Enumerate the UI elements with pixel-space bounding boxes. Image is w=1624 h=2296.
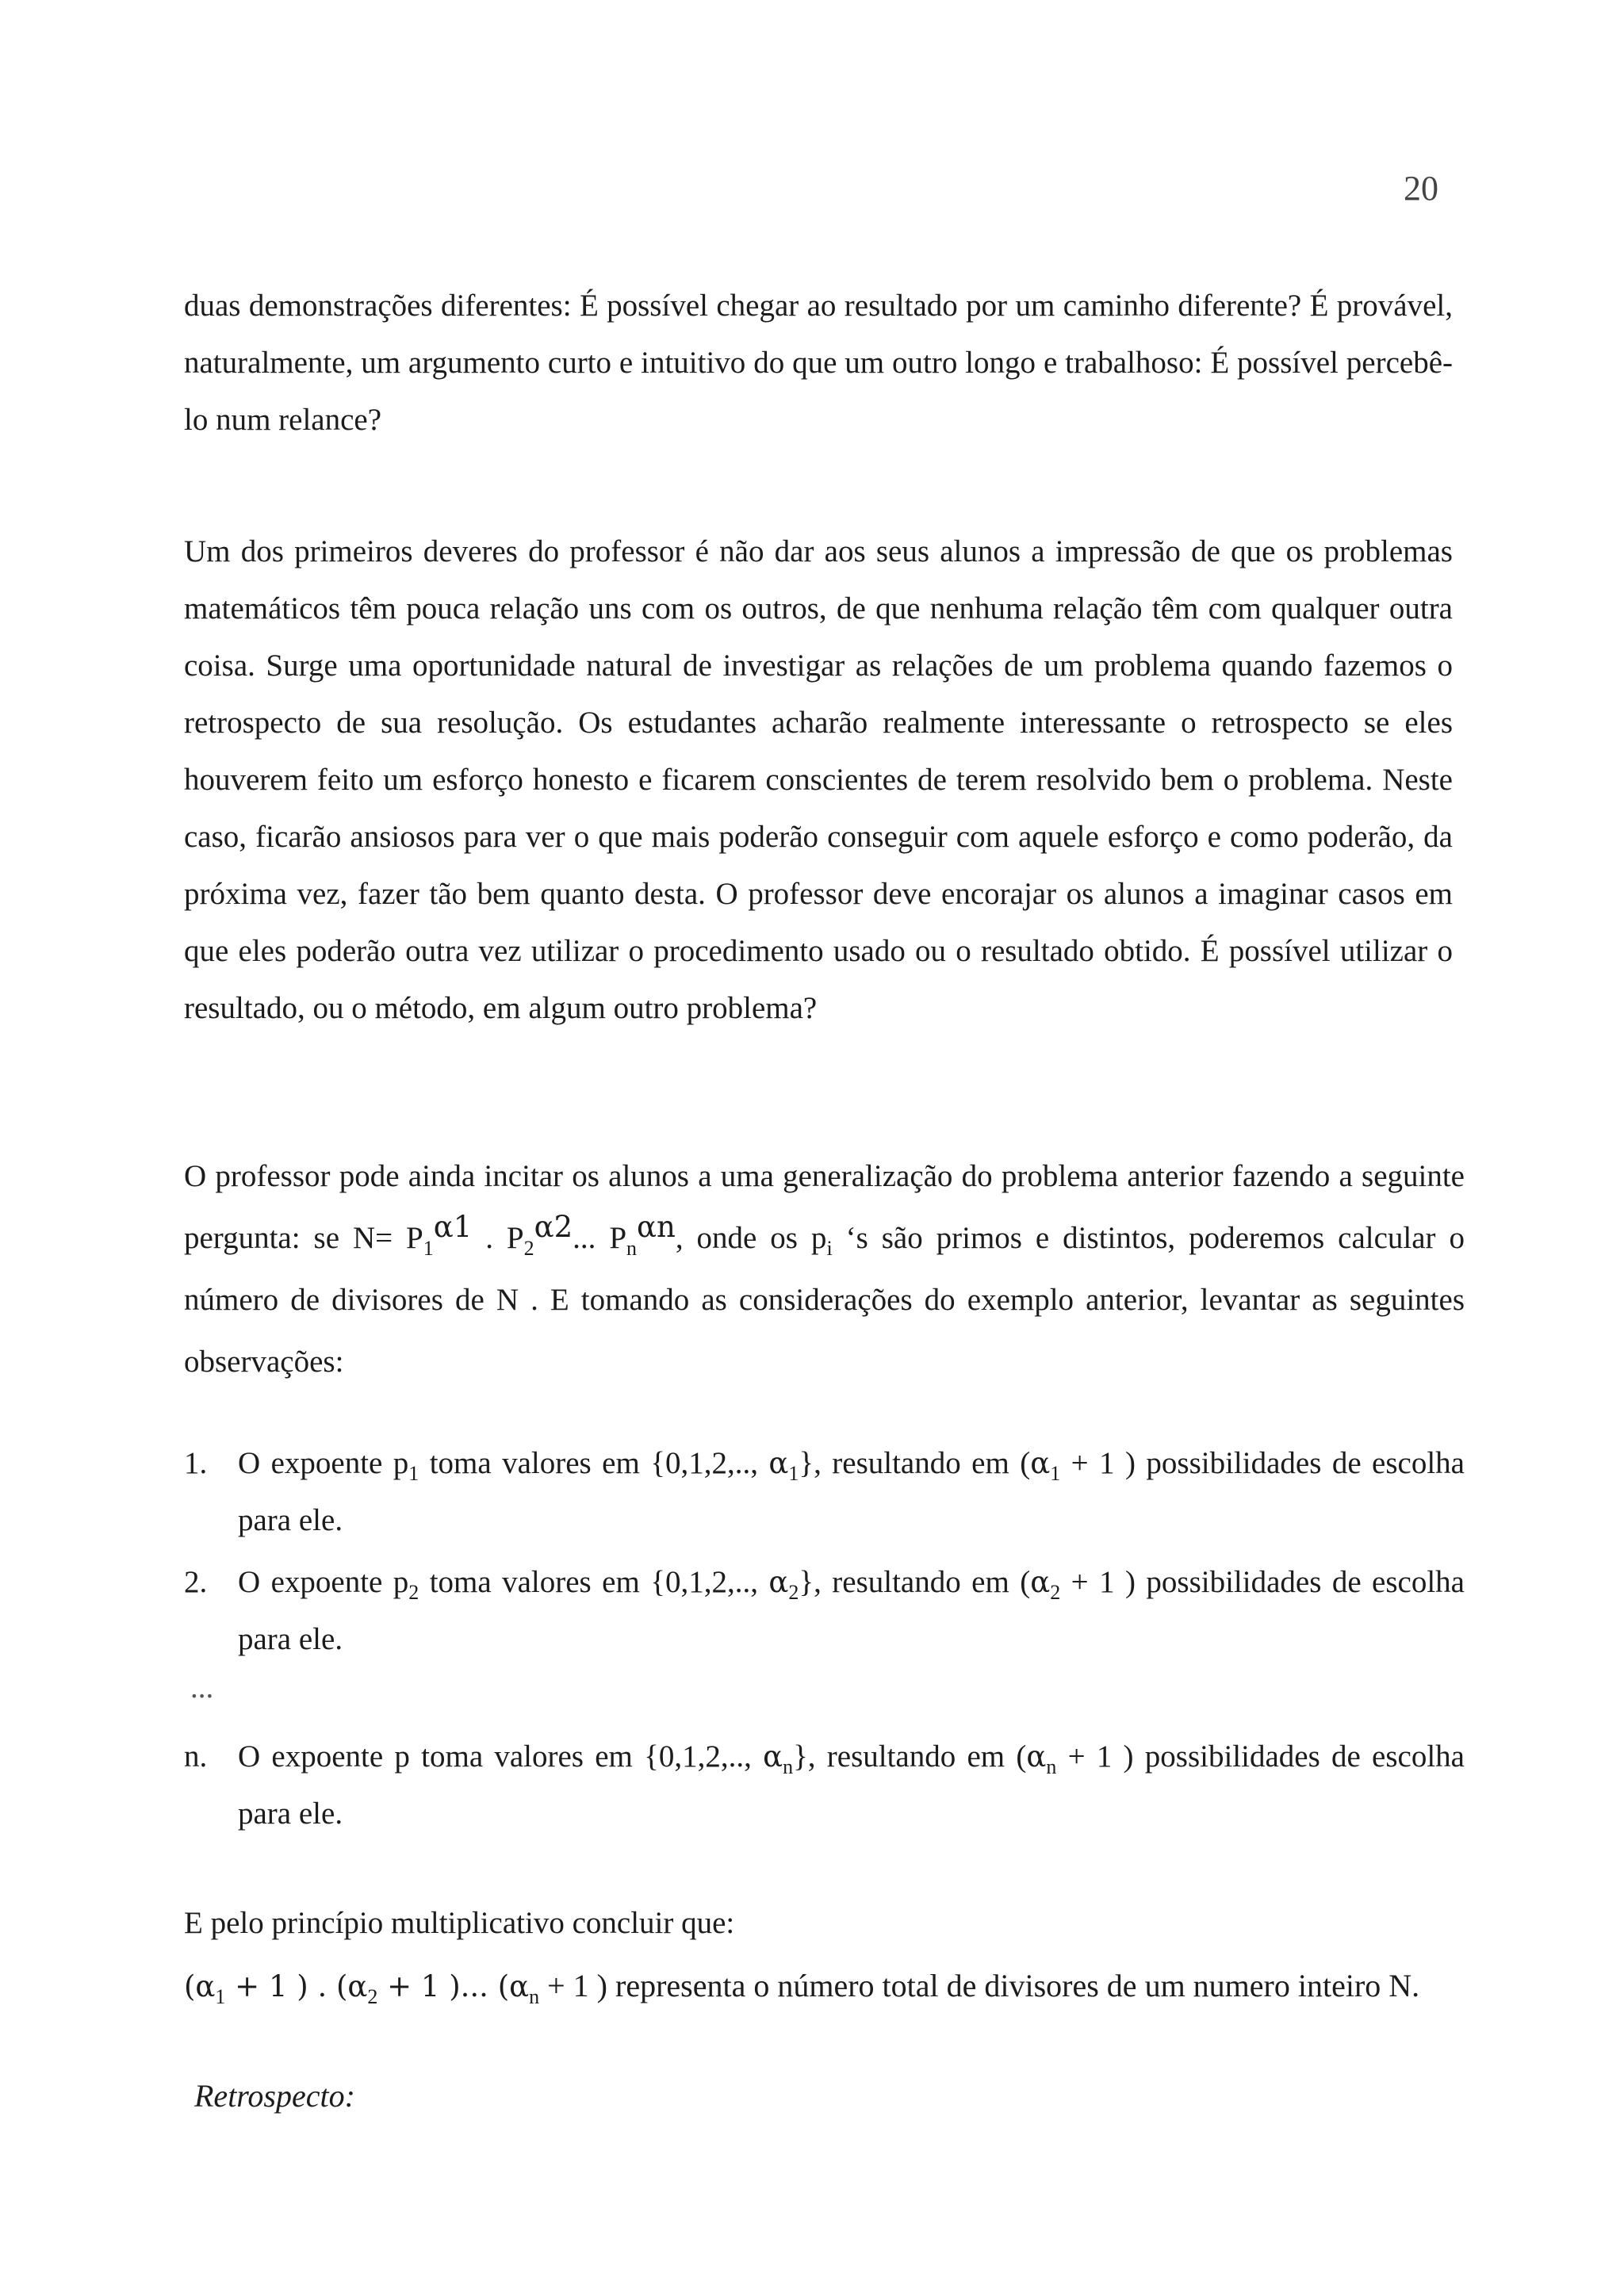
formula-segment: + 1 ) . (α (225, 1969, 368, 2003)
list-item (184, 1554, 1465, 1668)
formula-segment: + 1 ) representa o número total de divisores de um numero inteiro N. (539, 1968, 1420, 2003)
text-segment: O expoente p (238, 1446, 409, 1480)
list-number: n. (184, 1739, 208, 1774)
observations-list-last (184, 1728, 1465, 1847)
text-segment: + 1 ) possibilidades de escolha para ele. (238, 1446, 1465, 1537)
subscript: 1 (408, 1461, 419, 1485)
paragraph-text: duas demonstrações diferentes: É possível chegar ao resultado por um caminho diferente? É provável, naturalmente, um argumento curto e intuitivo do que um outro longo e trabalhoso: É possível percebê-lo num relance? (184, 289, 1453, 437)
text-segment: + 1 ) possibilidades de escolha para ele. (238, 1739, 1465, 1831)
divisor-formula (184, 1952, 1465, 2021)
conclusion (184, 1895, 1465, 2021)
text-segment: O expoente p (238, 1565, 409, 1599)
subscript: 2 (367, 1985, 378, 2008)
alpha-symbol: α (1030, 1565, 1051, 1599)
text-segment: toma valores em {0,1,2,.., (419, 1446, 769, 1480)
paragraph-1 (184, 277, 1453, 449)
page-number: 20 (1404, 169, 1438, 208)
alpha-symbol: α (1030, 1446, 1051, 1480)
paragraph-3 (184, 1146, 1465, 1393)
subscript: n (1046, 1755, 1057, 1778)
superscript: α1 (433, 1210, 473, 1244)
subscript: 1 (423, 1236, 434, 1260)
alpha-symbol: α (768, 1565, 789, 1599)
subscript: 1 (788, 1461, 799, 1485)
text-segment: O professor pode ainda incitar os alunos a uma generalização do problema anterior fazendo a seguinte pergunta: se N= P (184, 1159, 1465, 1255)
text-segment: ... P (573, 1221, 627, 1255)
text-segment: . P (472, 1221, 524, 1255)
subscript: 1 (215, 1985, 226, 2008)
paragraph-2 (184, 523, 1453, 1037)
formula-segment: + 1 )... (α (377, 1969, 530, 2003)
text-segment: , onde os p (675, 1221, 827, 1255)
subscript: 2 (788, 1580, 799, 1604)
list-number: 1. (184, 1446, 208, 1480)
list-item (184, 1728, 1465, 1843)
text-segment: }, resultando em ( (793, 1739, 1027, 1774)
ellipsis: ... (190, 1670, 214, 1705)
paragraph-text (184, 1146, 1465, 1393)
conclusion-lead: E pelo princípio multiplicativo concluir que: (184, 1906, 735, 1940)
text-segment: toma valores em {0,1,2,.., (419, 1565, 769, 1599)
alpha-symbol: α (1026, 1739, 1047, 1774)
section-heading: Retrospecto: (194, 2078, 355, 2114)
subscript: 2 (1050, 1580, 1061, 1604)
list-number: 2. (184, 1565, 208, 1599)
text-segment: }, resultando em ( (799, 1565, 1031, 1599)
text-segment: ‘s são primos e distintos, poderemos calcular o número de divisores de N . E tomando as considerações do exemplo anterior, levantar as seguintes observações: (184, 1221, 1465, 1379)
alpha-symbol: α (768, 1446, 789, 1480)
list-item (184, 1435, 1465, 1549)
observations-list (184, 1435, 1465, 1673)
superscript: α2 (534, 1210, 573, 1244)
subscript: n (783, 1755, 794, 1778)
superscript: αn (637, 1210, 676, 1244)
subscript: n (529, 1985, 540, 2008)
subscript: 2 (408, 1580, 419, 1604)
text-segment: }, resultando em ( (799, 1446, 1031, 1480)
subscript: i (826, 1236, 833, 1260)
subscript: 1 (1050, 1461, 1061, 1485)
alpha-symbol: α (763, 1739, 783, 1774)
subscript: 2 (523, 1236, 534, 1260)
formula-segment: (α (184, 1969, 216, 2003)
subscript: n (626, 1236, 638, 1260)
paragraph-text: Um dos primeiros deveres do professor é não dar aos seus alunos a impressão de que os problemas matemáticos têm pouca relação uns com os outros, de que nenhuma relação têm com qualquer outra coisa. Surge uma oportunidade natural de investigar as relações de um problema quando fazemos o retrospecto de sua resolução. Os estudantes acharão realmente interessante o retrospecto se eles houverem feito um esforço honesto e ficarem conscientes de terem resolvido bem o problema. Neste caso, ficarão ansiosos para ver o que mais poderão conseguir com aquele esforço e como poderão, da próxima vez, fazer tão bem quanto desta. O professor deve encorajar os alunos a imaginar casos em que eles poderão outra vez utilizar o procedimento usado ou o resultado obtido. É possível utilizar o resultado, ou o método, em algum outro problema? (184, 534, 1453, 1025)
text-segment: + 1 ) possibilidades de escolha para ele. (238, 1565, 1465, 1656)
text-segment: O expoente p toma valores em {0,1,2,.., (238, 1739, 764, 1774)
